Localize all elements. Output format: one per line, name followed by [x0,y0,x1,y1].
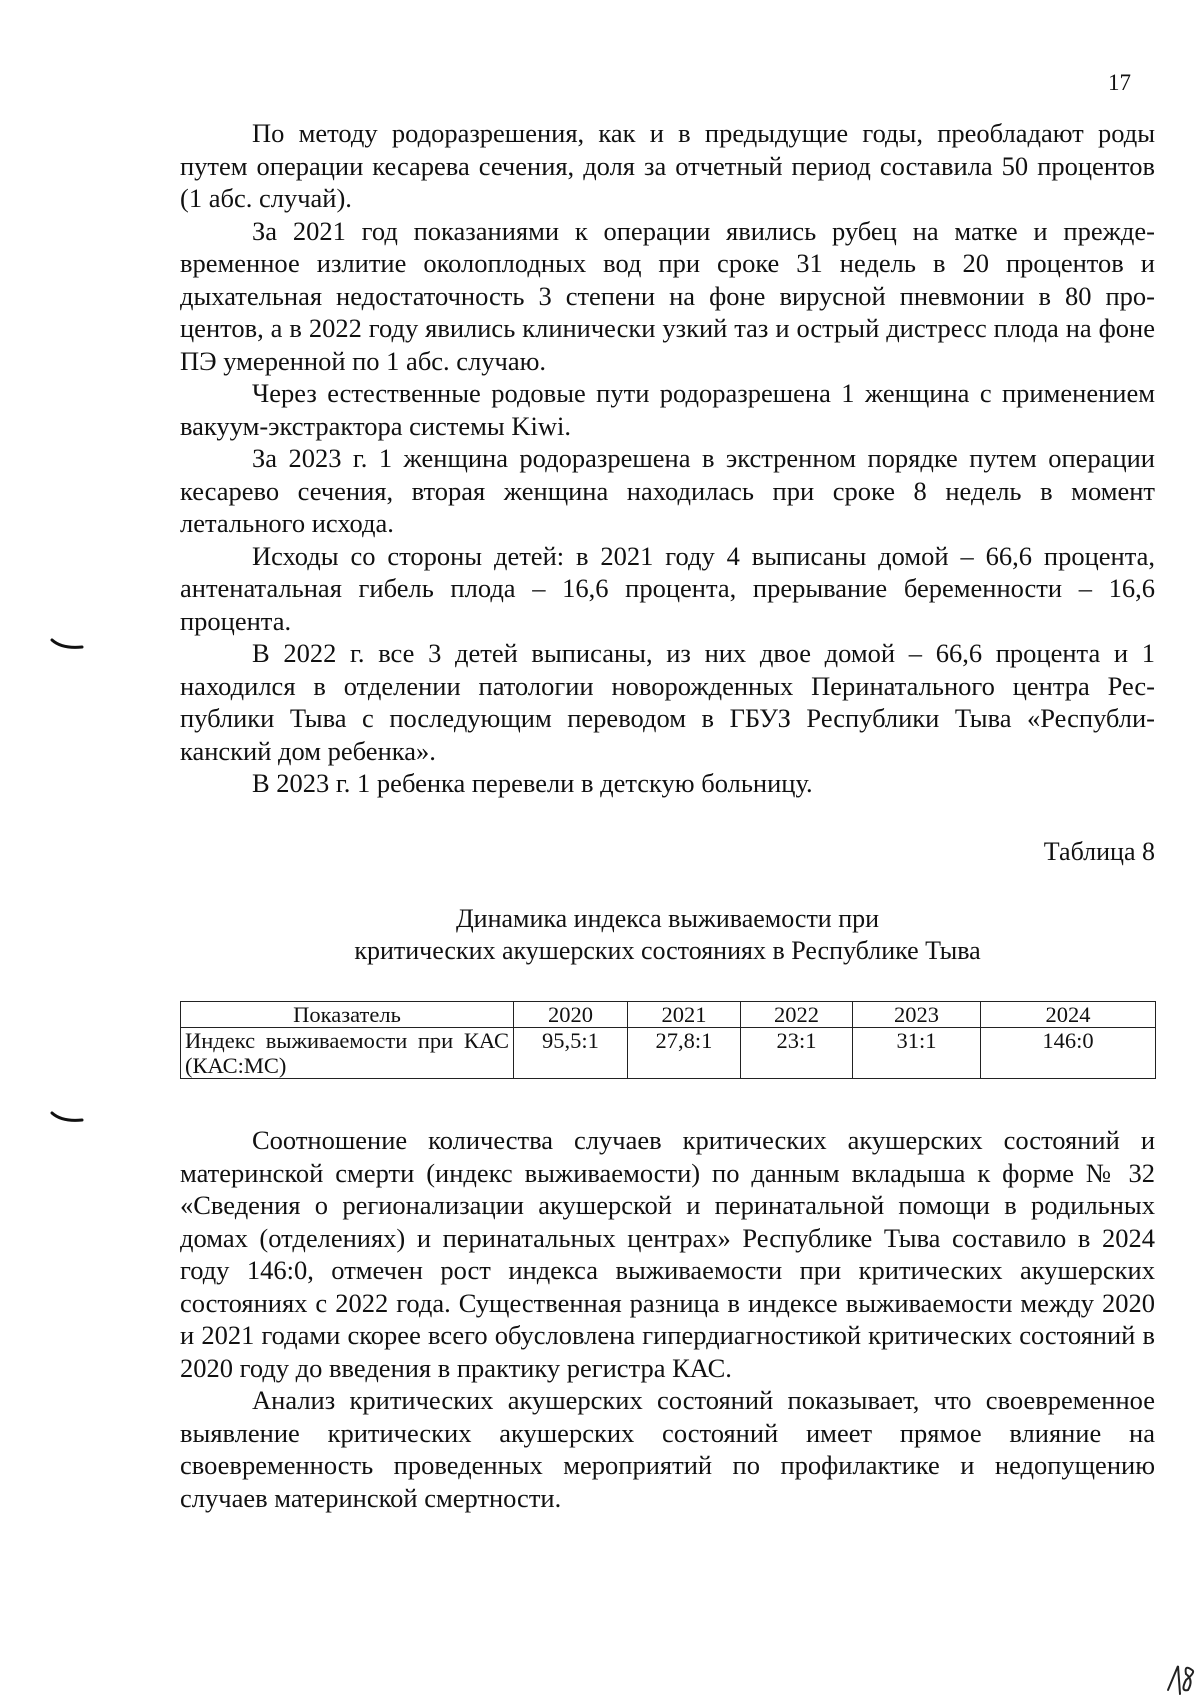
cell-2024: 146:0 [981,1028,1156,1079]
paragraph-analysis: Анализ критических акушерских состояний показывает, что своевременное выявление критических акушерских состояний имеет прямое влияние на своевременность проведенных мероприятий по профилактике и недопущению случаев материнской смертности. [180,1385,1155,1513]
paragraph-indications-2021-2022: За 2021 год показаниями к операции явились рубец на матке и преждевременное излитие околоплодных вод при сроке 31 недель в 20 процентов и дыхательная недостаточность 3 степени на фоне вирусной пневмонии в 80 процентов, а в 2022 году явились клинически узкий таз и острый дистресс плода на фоне ПЭ умеренной по 1 абс. случаю. [180,215,1155,376]
paragraph-survival-index: Соотношение количества случаев критических акушерских состояний и материнской смерти (индекс выживаемости) по данным вкладыша к форме № 32 «Сведения о регионализации акушерской и перинатальной помощи в родильных домах (отделениях) и перинатальных центрах» Республике Тыва составило в 2024 году 146:0, отмечен рост индекса выживаемости при критических акушерских состояниях с 2022 года. Существенная разница в индексе выживаемости между 2020 и 2021 годами скорее всего обусловлена гипердиагностикой критических состояний в 2020 году до введения в практику регистра КАС. [180,1125,1155,1383]
cell-2020: 95,5:1 [514,1028,628,1079]
table-header-row [181,1002,1156,1028]
page-number: 17 [1108,70,1131,95]
paragraph-child-outcomes-2022: В 2022 г. все 3 детей выписаны, из них двое домой – 66,6 процента и 1 находился в отделении патологии новорожденных Перинатального центра Республики Тыва с последующим переводом в ГБУЗ Республики Тыва «Республиканский дом ребенка». [180,638,1155,766]
survival-index-table [180,1001,1156,1079]
table-caption-line-1: Динамика индекса выживаемости при [455,904,880,933]
table-label: Таблица 8 [1043,837,1155,866]
header-indicator: Показатель [181,1002,514,1028]
cell-2021: 27,8:1 [628,1028,741,1079]
header-2024: 2024 [981,1002,1156,1028]
header-2020: 2020 [514,1002,628,1028]
margin-scan-mark-icon [50,1110,84,1124]
paragraph-delivery-method: По методу родоразрешения, как и в предыдущие годы, преобладают роды путем операции кесарева сечения, доля за отчетный период составила 50 процентов (1 абс. случай). [180,118,1155,213]
paragraph-child-outcomes-2021: Исходы со стороны детей: в 2021 году 4 выписаны домой – 66,6 процента, антенатальная гибель плода – 16,6 процента, прерывание беременности – 16,6 процента. [180,540,1155,636]
paragraph-2023-delivery: За 2023 г. 1 женщина родоразрешена в экстренном порядке путем операции кесарево сечения, вторая женщина находилась при сроке 8 недель в момент летального исхода. [180,443,1155,538]
margin-scan-mark-icon [50,637,84,651]
cell-2023: 31:1 [853,1028,981,1079]
text-block-bottom [180,1124,1155,1514]
header-2022: 2022 [741,1002,853,1028]
cell-indicator: Индекс выживаемости при КАС (КАС:МС) [181,1028,514,1079]
table-caption [180,903,1155,967]
cell-2022: 23:1 [741,1028,853,1079]
text-block-top [180,117,1155,800]
table-caption-line-2: критических акушерских состояниях в Республике Тыва [354,936,981,965]
paragraph-child-outcomes-2023: В 2023 г. 1 ребенка перевели в детскую больницу. [252,768,813,798]
header-2023: 2023 [853,1002,981,1028]
paragraph-natural-delivery: Через естественные родовые пути родоразрешена 1 женщина с применением вакуум-экстрактора системы Kiwi. [180,378,1155,441]
handwritten-page-number [1162,1660,1198,1697]
table-row [181,1028,1156,1079]
header-2021: 2021 [628,1002,741,1028]
